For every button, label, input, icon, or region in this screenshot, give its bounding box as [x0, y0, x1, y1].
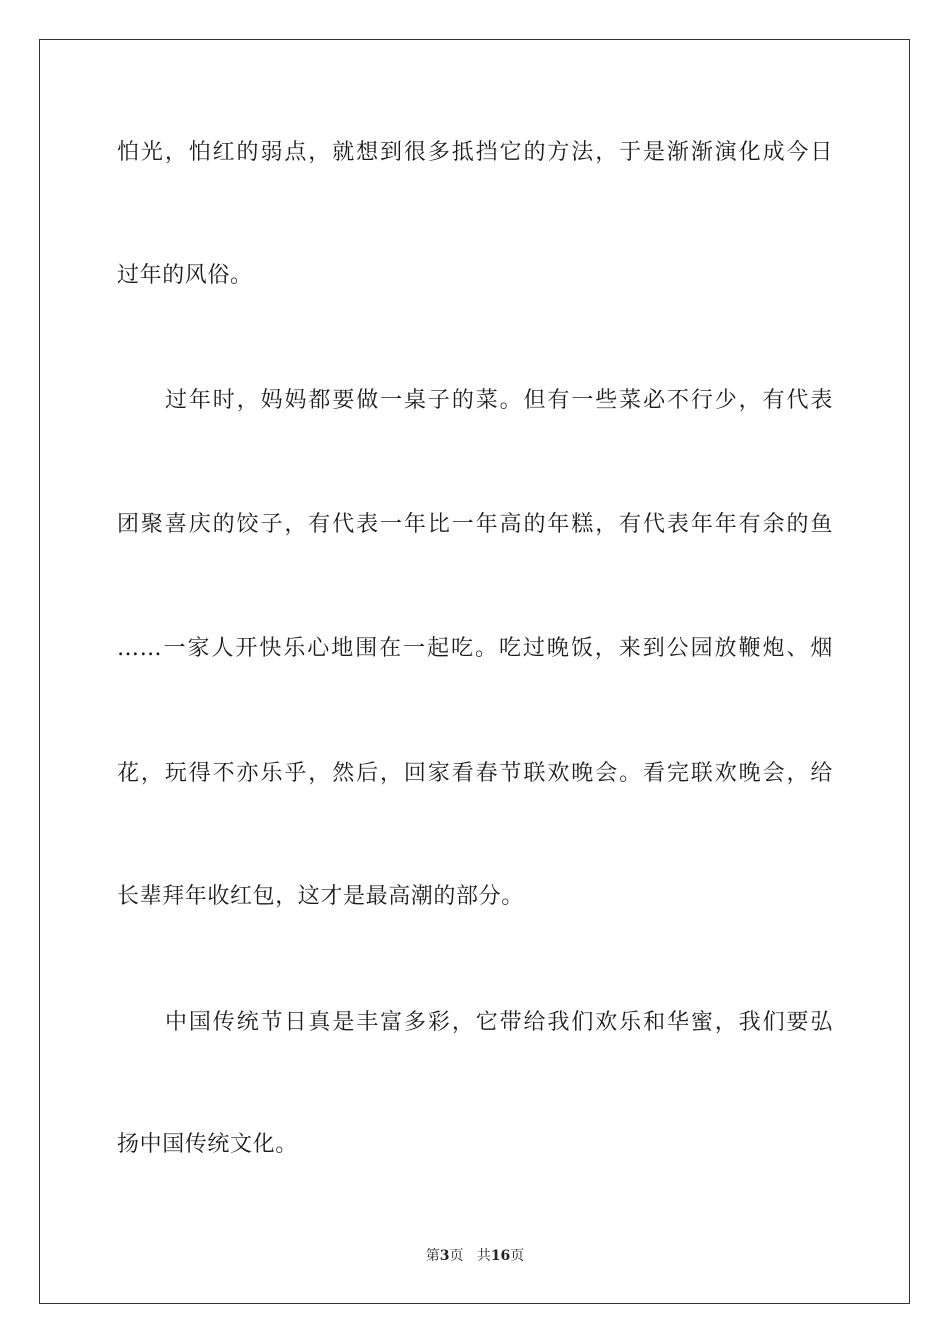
page-footer	[0, 1247, 950, 1265]
text-line-1: 怕光，怕红的弱点，就想到很多抵挡它的方法，于是渐渐演化成今日	[117, 140, 833, 165]
text-line-9: 扬中国传统文化。	[117, 1132, 298, 1157]
text-line-2: 过年的风俗。	[117, 263, 253, 288]
text-line-3: 过年时，妈妈都要做一桌子的菜。但有一些菜必不行少，有代表	[165, 388, 833, 413]
text-line-7: 长辈拜年收红包，这才是最高潮的部分。	[117, 884, 524, 909]
text-line-4: 团聚喜庆的饺子，有代表一年比一年高的年糕，有代表年年有余的鱼	[117, 512, 833, 537]
total-suffix: 页	[510, 1248, 525, 1264]
text-line-6: 花，玩得不亦乐乎，然后，回家看春节联欢晚会。看完联欢晚会，给	[117, 761, 833, 786]
text-line-8: 中国传统节日真是丰富多彩，它带给我们欢乐和华蜜，我们要弘	[165, 1010, 833, 1035]
page-prefix: 第	[425, 1248, 440, 1264]
page-border	[39, 39, 910, 1304]
page-number: 3	[439, 1248, 450, 1264]
total-pages: 16	[490, 1248, 511, 1264]
text-line-5: ……一家人开快乐心地围在一起吃。吃过晚饭，来到公园放鞭炮、烟	[117, 636, 833, 661]
page-suffix: 页	[449, 1248, 464, 1264]
total-prefix: 共	[476, 1248, 491, 1264]
